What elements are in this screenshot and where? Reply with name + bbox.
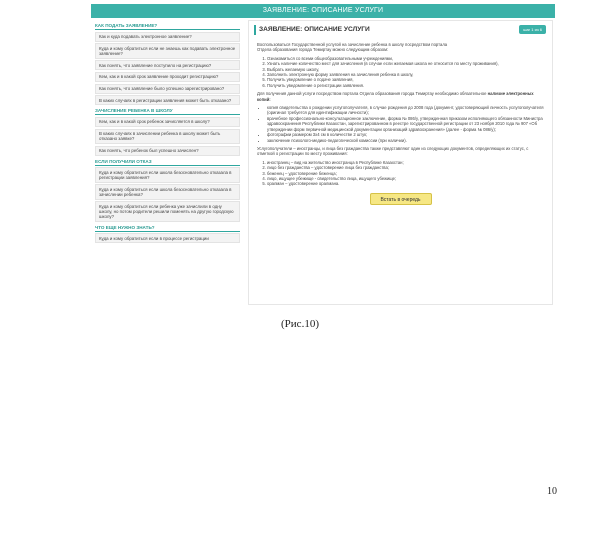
top-banner: ЗАЯВЛЕНИЕ: ОПИСАНИЕ УСЛУГИ [91, 4, 555, 18]
sidebar-item[interactable]: Как и куда подавать электронное заявление? [95, 32, 240, 42]
list-item: 2. лицо без гражданства – удостоверение лица без гражданства; [267, 165, 544, 170]
list-item: 5. Получить уведомление о подаче заявления, [267, 77, 544, 82]
intro-line-1: Воспользоваться Государственной услугой на зачисление ребенка в школу посредством портала [257, 42, 448, 47]
list-item: 1. Ознакомиться со всеми общеобразовательными учреждениями, [267, 56, 544, 61]
sidebar-heading-apply: КАК ПОДАТЬ ЗАЯВЛЕНИЕ? [95, 23, 240, 30]
sidebar-item[interactable]: Как понять, что заявление поступило на регистрацию? [95, 60, 240, 70]
figure-caption: (Рис.10) [281, 318, 319, 330]
sidebar-item[interactable]: Куда и кому обратиться если в процессе регистрации [95, 233, 240, 243]
sidebar-heading-refusal: ЕСЛИ ПОЛУЧИЛИ ОТКАЗ [95, 159, 240, 166]
list-item: 5. оралман – удостоверение оралмана. [267, 181, 544, 186]
sidebar-item[interactable]: Кем, как и в какой срок заявление проходит регистрацию? [95, 72, 240, 82]
sidebar-item[interactable]: Кем, как и в какой срок ребенок зачисляется в школу? [95, 117, 240, 127]
step-badge: шаг 1 из 6 [519, 25, 546, 34]
list-item: • врачебное профессионально-консультационное заключение, форма № 086/у, утвержденная приказом исполняющего обязанности Министра здравоохранения Республики Казахстан, зарегистрированном в реестре государственной регистрации от 23 ноября 2010 года № 907 «Об утверждении форм первичной медицинской документации организаций здравоохранения» (далее - форма № 086/у); [267, 116, 544, 132]
sidebar-item[interactable]: Как понять, что ребенок был успешно зачислен? [95, 146, 240, 156]
sidebar-faq [95, 20, 240, 245]
list-item: 3. Выбрать желаемую школу, [267, 67, 544, 72]
foreign-docs-list [267, 160, 544, 187]
list-item: • заключение психолого-медико-педагогической комиссии (при наличии). [267, 138, 544, 143]
main-panel [248, 20, 553, 305]
sidebar-item[interactable]: В каких случаях в регистрации заявления может быть отказано? [95, 95, 240, 105]
sidebar-item[interactable]: Куда и кому обратиться если ребенка уже зачислили в одну школу, но потом родители решили поменять на другую городскую школу? [95, 201, 240, 222]
list-item: • фотографии размером 3х4 см в количестве 2 штук; [267, 132, 544, 137]
docs-intro-bold: наличие электронных копий: [257, 91, 534, 102]
sidebar-item[interactable]: Куда и кому обратиться если не знаешь как подавать электронное заявление? [95, 43, 240, 58]
list-item: 4. лицо, ищущее убежище - свидетельство лица, ищущего убежище; [267, 176, 544, 181]
intro-line-2: Отдела образования города Темиртау можно следующим образом: [257, 47, 389, 53]
docs-intro-text: Для получения данной услуги посредством портала Отдела образования города Темиртау необходимо обязательное [257, 91, 487, 97]
list-item: 6. Получить уведомление о регистрации заявления. [267, 83, 544, 88]
list-item: • копия свидетельства о рождении услугополучателя, в случае рождения до 2008 года (документ, удостоверяющий личность услугополучателя (оригинал требуется для идентификации личности); [267, 105, 544, 116]
join-queue-button[interactable]: Встать в очередь [370, 193, 432, 205]
sidebar-item[interactable]: Куда и кому обратиться если школа безосновательно отказала в зачислении ребенка? [95, 184, 240, 199]
intro-text [257, 42, 544, 53]
list-item: 2. Узнать наличие количество мест для зачисления (в случае если желаемая школа не относится по месту проживания), [267, 61, 544, 66]
service-description [249, 35, 552, 205]
steps-list [267, 56, 544, 88]
sidebar-item[interactable]: В каких случаях в зачислении ребенка в школу может быть отказано заявке? [95, 129, 240, 144]
list-item: 3. беженец – удостоверение беженца; [267, 171, 544, 176]
docs-intro [257, 91, 544, 102]
page-number: 10 [547, 486, 557, 497]
sidebar-heading-more: ЧТО ЕЩЕ НУЖНО ЗНАТЬ? [95, 225, 240, 232]
documents-list [267, 105, 544, 143]
list-item: 4. Заполнить электронную форму заявления на зачисления ребенка в школу, [267, 72, 544, 77]
sidebar-item[interactable]: Куда и кому обратиться если школа безосновательно отказала в регистрации заявления? [95, 167, 240, 182]
sidebar-heading-enrollment: ЗАЧИСЛЕНИЕ РЕБЕНКА В ШКОЛУ [95, 108, 240, 115]
page-title: ЗАЯВЛЕНИЕ: ОПИСАНИЕ УСЛУГИ [254, 25, 547, 35]
foreign-intro: Услугополучатели – иностранцы, и лица без гражданства также представляют один из следующих документов, определяющих их статус, с отметкой о регистрации по месту проживания: [257, 145, 529, 157]
list-item: 1. иностранец – вид на жительство иностранца в Республике Казахстан; [267, 160, 544, 165]
sidebar-item[interactable]: Как понять, что заявление было успешно зарегистрировано? [95, 84, 240, 94]
